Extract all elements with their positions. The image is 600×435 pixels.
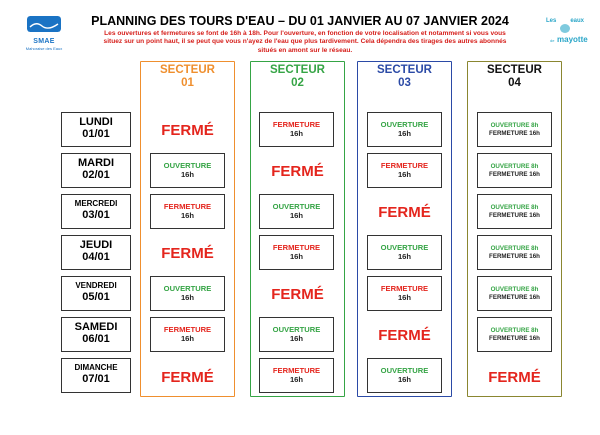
status-ferme: FERMÉ [161, 122, 214, 139]
status-label: FERMETURE [163, 325, 212, 334]
status-time: 16h [397, 170, 412, 179]
day-friday [61, 276, 131, 311]
status-label: FERMETURE [380, 284, 429, 293]
status-time: 16h [180, 293, 195, 302]
status-close-line: FERMETURE 16h [489, 253, 540, 260]
status-ouverture-fermeture [477, 317, 552, 352]
sector-label: SECTEUR [270, 64, 325, 76]
day-date: 06/01 [82, 333, 110, 345]
day-thursday [61, 235, 131, 270]
status-ouverture [150, 276, 225, 311]
status-fermeture [150, 317, 225, 352]
status-ouverture [367, 235, 442, 270]
status-close-line: FERMETURE 16h [489, 171, 540, 178]
day-date: 03/01 [82, 209, 110, 221]
sector-label: SECTEUR [487, 64, 542, 76]
status-ouverture [259, 317, 334, 352]
day-date: 02/01 [82, 169, 110, 181]
status-ferme: FERMÉ [271, 163, 324, 180]
status-close-line: FERMETURE 16h [489, 212, 540, 219]
logo-word-mayotte: mayotte [557, 35, 588, 44]
status-label: FERMETURE [272, 120, 321, 129]
status-label: FERMETURE [380, 161, 429, 170]
sector-number: 03 [398, 76, 411, 89]
eaux-mayotte-logo [544, 16, 588, 52]
smae-logo [22, 16, 66, 51]
day-date: 01/01 [82, 128, 110, 140]
status-label: OUVERTURE [163, 161, 212, 170]
notice-line: situez sur un point haut, il se peut que vous n'ayez de l'eau que plus tardivement. Cela dépendra des tirages des autres abonnés [103, 38, 507, 46]
status-ouverture [259, 194, 334, 229]
status-open-line: OUVERTURE 8h [490, 204, 539, 211]
status-time: 16h [397, 293, 412, 302]
day-sunday [61, 358, 131, 393]
day-name: SAMEDI [74, 321, 118, 333]
sector-header-03 [357, 64, 452, 89]
status-close-line: FERMETURE 16h [489, 335, 540, 342]
sector-label: SECTEUR [377, 64, 432, 76]
status-label: OUVERTURE [163, 284, 212, 293]
status-ouverture [367, 112, 442, 147]
water-drop-icon [560, 24, 570, 33]
notice-text [75, 30, 535, 55]
day-name: VENDREDI [75, 281, 117, 290]
status-close-line: FERMETURE 16h [489, 294, 540, 301]
status-label: OUVERTURE [272, 202, 321, 211]
logo-word-eaux: eaux [570, 18, 584, 24]
status-ferme: FERMÉ [378, 204, 431, 221]
status-ouverture [150, 153, 225, 188]
status-fermeture [367, 276, 442, 311]
status-ferme: FERMÉ [378, 327, 431, 344]
status-fermeture [259, 112, 334, 147]
notice-line: Les ouvertures et fermetures se font de 16h à 18h. Pour l'ouverture, en fonction de votre localisation et notamment si vous vous [104, 30, 506, 37]
logo-word-les: Les [546, 18, 557, 24]
sector-header-01 [140, 64, 235, 89]
sector-number: 01 [181, 76, 194, 89]
status-ouverture-fermeture [477, 153, 552, 188]
smae-logo-icon [27, 16, 61, 32]
sector-label: SECTEUR [160, 64, 215, 76]
status-ouverture [367, 358, 442, 393]
day-monday [61, 112, 131, 147]
day-date: 04/01 [82, 251, 110, 263]
notice-line: situés en amont sur le réseau. [257, 46, 353, 54]
day-name: JEUDI [79, 239, 113, 251]
day-date: 07/01 [82, 373, 110, 385]
smae-brand: SMAE [33, 38, 55, 45]
status-time: 16h [397, 375, 412, 384]
status-label: FERMETURE [272, 366, 321, 375]
status-ouverture-fermeture [477, 276, 552, 311]
status-open-line: OUVERTURE 8h [490, 122, 539, 129]
status-close-line: FERMETURE 16h [489, 130, 540, 137]
day-wednesday [61, 194, 131, 229]
status-time: 16h [180, 334, 195, 343]
sector-header-04 [467, 64, 562, 89]
day-name: LUNDI [79, 116, 113, 128]
status-time: 16h [289, 129, 304, 138]
day-saturday [61, 317, 131, 352]
day-tuesday [61, 153, 131, 188]
status-open-line: OUVERTURE 8h [490, 163, 539, 170]
status-ouverture-fermeture [477, 112, 552, 147]
smae-tagline: Mahoraise des Eaux [25, 46, 63, 51]
status-open-line: OUVERTURE 8h [490, 286, 539, 293]
day-name: DIMANCHE [74, 363, 118, 372]
status-fermeture [259, 235, 334, 270]
status-open-line: OUVERTURE 8h [490, 327, 539, 334]
status-label: OUVERTURE [272, 325, 321, 334]
status-time: 16h [180, 170, 195, 179]
status-ferme: FERMÉ [271, 286, 324, 303]
status-ferme: FERMÉ [161, 369, 214, 386]
day-date: 05/01 [82, 291, 110, 303]
status-label: FERMETURE [163, 202, 212, 211]
status-fermeture [367, 153, 442, 188]
status-time: 16h [289, 334, 304, 343]
status-time: 16h [289, 375, 304, 384]
day-name: MERCREDI [74, 199, 118, 208]
status-time: 16h [289, 211, 304, 220]
status-ferme: FERMÉ [488, 369, 541, 386]
status-label: OUVERTURE [380, 243, 429, 252]
status-ouverture-fermeture [477, 235, 552, 270]
page-title: PLANNING DES TOURS D'EAU – DU 01 JANVIER AU 07 JANVIER 2024 [91, 14, 509, 28]
day-name: MARDI [77, 157, 115, 169]
status-fermeture [150, 194, 225, 229]
status-open-line: OUVERTURE 8h [490, 245, 539, 252]
status-time: 16h [397, 129, 412, 138]
status-time: 16h [289, 252, 304, 261]
status-time: 16h [180, 211, 195, 220]
status-label: FERMETURE [272, 243, 321, 252]
sector-header-02 [250, 64, 345, 89]
logo-word-de: de [550, 38, 555, 43]
status-ferme: FERMÉ [161, 245, 214, 262]
sector-number: 04 [508, 76, 521, 89]
status-label: OUVERTURE [380, 366, 429, 375]
status-label: OUVERTURE [380, 120, 429, 129]
status-fermeture [259, 358, 334, 393]
sector-number: 02 [291, 76, 304, 89]
status-ouverture-fermeture [477, 194, 552, 229]
status-time: 16h [397, 252, 412, 261]
